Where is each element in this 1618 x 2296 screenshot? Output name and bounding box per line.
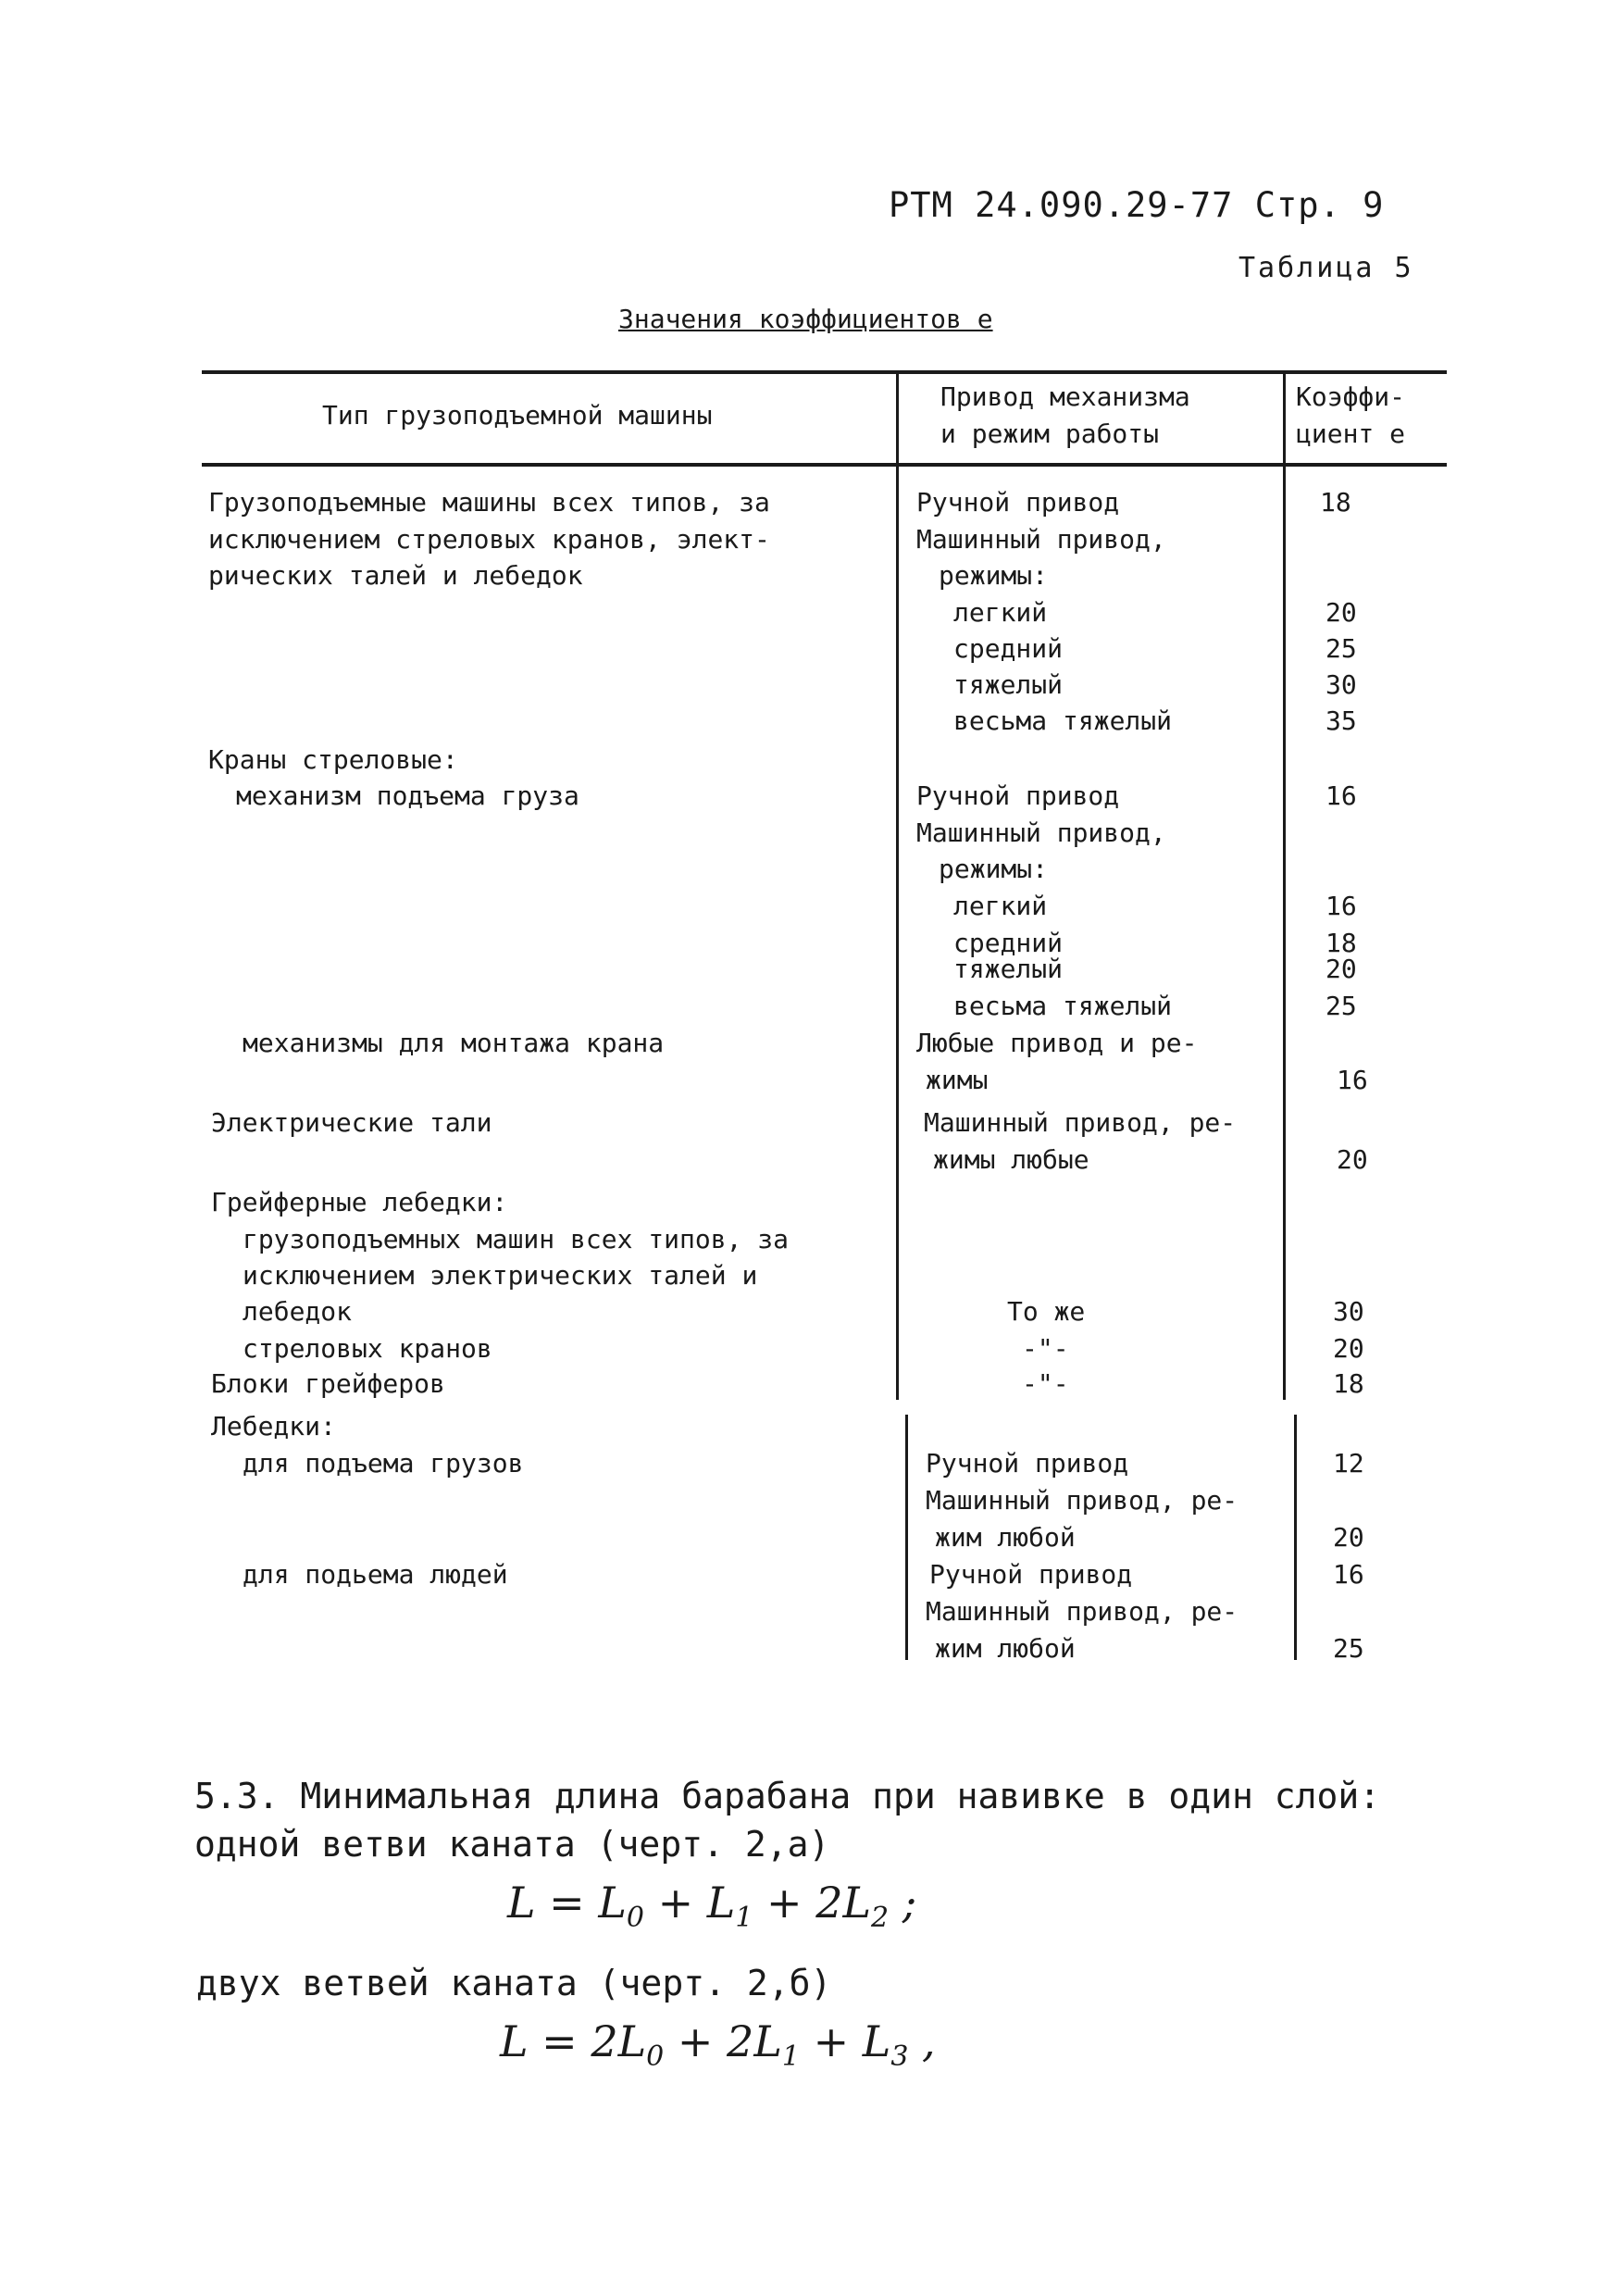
coef-cell: 30: [1333, 1296, 1364, 1327]
coef-cell: 20: [1333, 1333, 1364, 1364]
type-cell: лебедок: [243, 1296, 353, 1327]
drive-cell: средний: [953, 928, 1064, 958]
drive-cell: легкий: [953, 597, 1048, 628]
coef-cell: 16: [1326, 891, 1357, 921]
column-header-type: Тип грузоподъемной машины: [322, 400, 713, 430]
column-divider-1-lower: [905, 1415, 908, 1660]
coef-cell: 20: [1337, 1144, 1368, 1175]
coef-cell: 20: [1326, 954, 1357, 984]
formula-single-branch: $L = L_0 + L_1 + 2L_2$ ;: [507, 1878, 917, 1935]
section-paragraph-line1: 5.3. Минимальная длина барабана при навивке в один слой:: [194, 1776, 1381, 1816]
coef-cell: 25: [1333, 1633, 1364, 1664]
type-cell: грузоподъемных машин всех типов, за: [243, 1224, 790, 1254]
drive-cell: режимы:: [939, 560, 1049, 591]
table-header-rule: [202, 463, 1447, 467]
coef-cell: 16: [1326, 780, 1357, 811]
coef-cell: 18: [1326, 928, 1357, 958]
table-top-rule: [202, 370, 1447, 374]
document-reference: РТМ 24.090.29-77 Стр. 9: [889, 185, 1385, 225]
type-cell: Электрические тали: [211, 1107, 492, 1138]
drive-cell: Машинный привод, ре-: [926, 1596, 1238, 1627]
column-divider-2: [1283, 370, 1286, 1400]
drive-cell: весьма тяжелый: [953, 705, 1173, 736]
column-divider-2-lower: [1294, 1415, 1297, 1660]
drive-cell: тяжелый: [953, 954, 1064, 984]
type-cell: для подъема грузов: [243, 1448, 524, 1479]
drive-cell: жимы: [926, 1065, 989, 1095]
type-cell: рических талей и лебедок: [208, 560, 583, 591]
drive-cell: тяжелый: [953, 669, 1064, 700]
column-header-drive-line1: Привод механизма: [940, 381, 1190, 412]
section-paragraph-line3: двух ветвей каната (черт. 2,б): [196, 1963, 832, 2003]
drive-cell: режимы:: [939, 854, 1049, 884]
drive-cell: Машинный привод, ре-: [924, 1107, 1237, 1138]
drive-cell: Ручной привод: [916, 780, 1120, 811]
drive-cell: жимы любые: [933, 1144, 1089, 1175]
drive-cell: Машинный привод,: [916, 524, 1166, 555]
coef-cell: 20: [1333, 1522, 1364, 1553]
column-divider-1: [896, 370, 899, 1400]
table-caption: Значения коэффициентов e: [618, 304, 993, 334]
drive-cell: легкий: [953, 891, 1048, 921]
table-number: Таблица 5: [1238, 252, 1414, 284]
drive-cell: -"-: [1022, 1368, 1069, 1399]
coef-cell: 35: [1326, 705, 1357, 736]
type-cell: Блоки грейферов: [211, 1368, 445, 1399]
formula-two-branches: $L = 2L_0 + 2L_1 + L_3$ ,: [500, 2016, 936, 2074]
type-cell: Грейферные лебедки:: [211, 1187, 508, 1217]
column-header-coef-line2: циент e: [1296, 418, 1406, 449]
drive-cell: Ручной привод: [929, 1559, 1133, 1590]
drive-cell: Машинный привод,: [916, 817, 1166, 848]
column-header-drive-line2: и режим работы: [940, 418, 1160, 449]
drive-cell: жим любой: [935, 1633, 1076, 1664]
drive-cell: То же: [1007, 1296, 1086, 1327]
coef-cell: 25: [1326, 633, 1357, 664]
coef-cell: 12: [1333, 1448, 1364, 1479]
coef-cell: 30: [1326, 669, 1357, 700]
drive-cell: весьма тяжелый: [953, 991, 1173, 1021]
drive-cell: Машинный привод, ре-: [926, 1485, 1238, 1516]
coef-cell: 16: [1337, 1065, 1368, 1095]
drive-cell: -"-: [1022, 1333, 1069, 1364]
type-cell: стреловых кранов: [243, 1333, 492, 1364]
type-cell: для подьема людей: [243, 1559, 508, 1590]
column-header-coef-line1: Коэффи-: [1296, 381, 1406, 412]
drive-cell: Ручной привод: [916, 487, 1120, 518]
type-cell: исключением электрических талей и: [243, 1260, 758, 1291]
drive-cell: жим любой: [935, 1522, 1076, 1553]
type-cell: Краны стреловые:: [208, 744, 458, 775]
coef-cell: 25: [1326, 991, 1357, 1021]
coef-cell: 18: [1333, 1368, 1364, 1399]
coef-cell: 18: [1320, 487, 1351, 518]
type-cell: механизм подъема груза: [236, 780, 579, 811]
type-cell: механизмы для монтажа крана: [243, 1028, 665, 1058]
coef-cell: 20: [1326, 597, 1357, 628]
type-cell: Грузоподъемные машины всех типов, за: [208, 487, 770, 518]
type-cell: Лебедки:: [211, 1411, 336, 1441]
type-cell: исключением стреловых кранов, элект-: [208, 524, 770, 555]
drive-cell: средний: [953, 633, 1064, 664]
section-paragraph-line2: одной ветви каната (черт. 2,а): [194, 1824, 830, 1865]
coef-cell: 16: [1333, 1559, 1364, 1590]
drive-cell: Любые привод и ре-: [916, 1028, 1198, 1058]
drive-cell: Ручной привод: [926, 1448, 1129, 1479]
